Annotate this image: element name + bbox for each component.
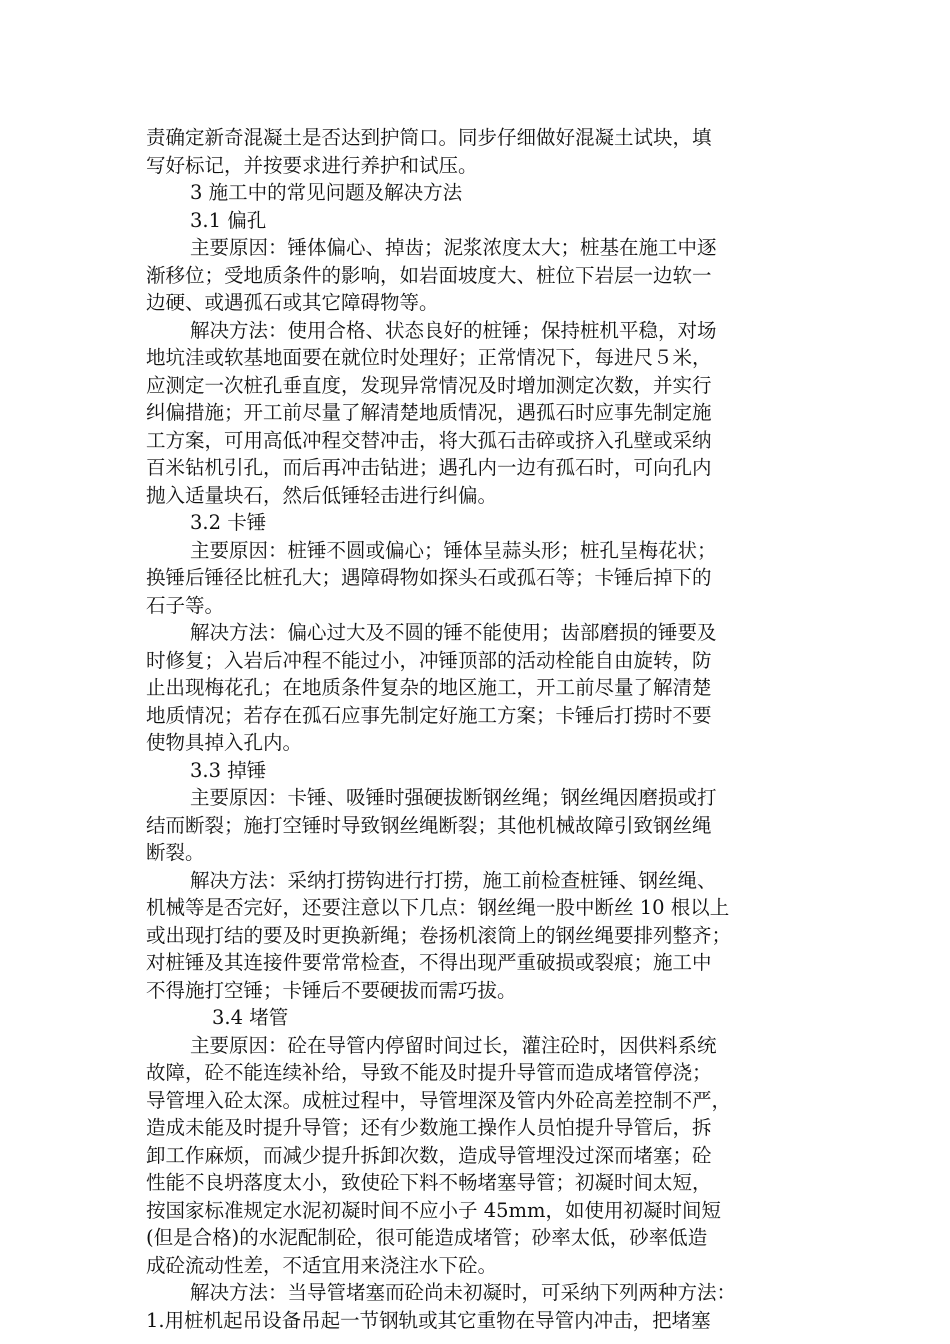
text-line: 卸工作麻烦，而减少提升拆卸次数，造成导管埋没过深而堵塞；砼 xyxy=(146,1143,712,1167)
text-line: 故障，砼不能连续补给，导致不能及时提升导管而造成堵管停浇； xyxy=(146,1061,712,1084)
text-line: 责确定新奇混凝土是否达到护筒口。同步仔细做好混凝土试块，填 xyxy=(146,126,712,149)
text-line: 边硬、或遇孤石或其它障碍物等。 xyxy=(146,291,439,314)
text-line: 按国家标准规定水泥初凝时间不应小子 45mm，如使用初凝时间短 xyxy=(146,1198,721,1222)
text-line: 纠偏措施；开工前尽量了解清楚地质情况，遇孤石时应事先制定施 xyxy=(146,401,712,424)
text-line: 石子等。 xyxy=(146,593,225,617)
text-line: 时修复；入岩后冲程不能过小，冲锤顶部的活动栓能自由旋转，防 xyxy=(146,648,712,672)
text-line: 解决方法：当导管堵塞而砼尚未初凝时，可采纳下列两种方法： xyxy=(190,1281,737,1304)
text-line: 1.用桩机起吊设备吊起一节钢轨或其它重物在导管内冲击，把堵塞 xyxy=(146,1308,711,1332)
text-line: 渐移位；受地质条件的影响，如岩面坡度大、桩位下岩层一边软一 xyxy=(146,263,712,287)
text-line: 解决方法：偏心过大及不圆的锤不能使用；齿部磨损的锤要及 xyxy=(190,621,717,644)
text-line: 应测定一次桩孔垂直度，发现异常情况及时增加测定次数，并实行 xyxy=(146,373,712,397)
text-line: 主要原因：锤体偏心、掉齿；泥浆浓度太大；桩基在施工中逐 xyxy=(190,236,717,259)
text-line: 3.4 堵管 xyxy=(212,1006,289,1029)
text-line: 地坑洼或软基地面要在就位时处理好；正常情况下，每进尺５米， xyxy=(146,346,712,369)
text-line: (但是合格)的水泥配制砼，很可能造成堵管；砂率太低，砂率低造 xyxy=(146,1226,708,1249)
text-line: 主要原因：桩锤不圆或偏心；锤体呈蒜头形；桩孔呈梅花状； xyxy=(190,538,717,562)
text-line: 导管埋入砼太深。成桩过程中，导管埋深及管内外砼高差控制不严， xyxy=(146,1088,732,1112)
text-line: 对桩锤及其连接件要常常检查，不得出现严重破损或裂痕；施工中 xyxy=(146,951,712,974)
text-line: 写好标记，并按要求进行养护和试压。 xyxy=(146,153,478,177)
text-line: 不得施打空锤；卡锤后不要硬拔而需巧拔。 xyxy=(146,978,517,1002)
text-line: 地质情况；若存在孤石应事先制定好施工方案；卡锤后打捞时不要 xyxy=(146,703,712,727)
text-line: 抛入适量块石，然后低锤轻击进行纠偏。 xyxy=(146,483,498,507)
text-line: 3 施工中的常见问题及解决方法 xyxy=(190,181,463,204)
text-line: 成砼流动性差，不适宜用来浇注水下砼。 xyxy=(146,1253,498,1277)
text-line: 解决方法：采纳打捞钩进行打捞，施工前检查桩锤、钢丝绳、 xyxy=(190,868,717,892)
text-line: 主要原因：砼在导管内停留时间过长，灌注砼时，因供料系统 xyxy=(190,1033,717,1057)
text-line: 主要原因：卡锤、吸锤时强硬拔断钢丝绳；钢丝绳因磨损或打 xyxy=(190,786,717,809)
text-line: 止出现梅花孔；在地质条件复杂的地区施工，开工前尽量了解清楚 xyxy=(146,676,712,699)
text-line: 或出现打结的要及时更换新绳；卷扬机滚筒上的钢丝绳要排列整齐； xyxy=(146,923,732,947)
text-line: 使物具掉入孔内。 xyxy=(146,731,303,754)
text-line: 百米钻机引孔，而后再冲击钻进；遇孔内一边有孤石时，可向孔内 xyxy=(146,456,712,479)
text-line: 3.2 卡锤 xyxy=(190,511,267,534)
text-line: 断裂。 xyxy=(146,841,205,864)
text-line: 结而断裂；施打空锤时导致钢丝绳断裂；其他机械故障引致钢丝绳 xyxy=(146,813,712,837)
text-line: 性能不良坍落度太小，致使砼下料不畅堵塞导管；初凝时间太短， xyxy=(146,1171,712,1194)
text-line: 造成未能及时提升导管；还有少数施工操作人员怕提升导管后，拆 xyxy=(146,1116,712,1139)
text-line: 解决方法：使用合格、状态良好的桩锤；保持桩机平稳，对场 xyxy=(190,318,717,342)
text-line: 工方案，可用高低冲程交替冲击，将大孤石击碎或挤入孔壁或采纳 xyxy=(146,428,712,452)
document-body xyxy=(146,124,798,1334)
text-line: 3.3 掉锤 xyxy=(190,758,267,782)
text-line: 换锤后锤径比桩孔大；遇障碍物如探头石或孤石等；卡锤后掉下的 xyxy=(146,566,712,589)
text-line: 3.1 偏孔 xyxy=(190,208,267,232)
text-line: 机械等是否完好，还要注意以下几点：钢丝绳一股中断丝 10 根以上 xyxy=(146,896,730,919)
